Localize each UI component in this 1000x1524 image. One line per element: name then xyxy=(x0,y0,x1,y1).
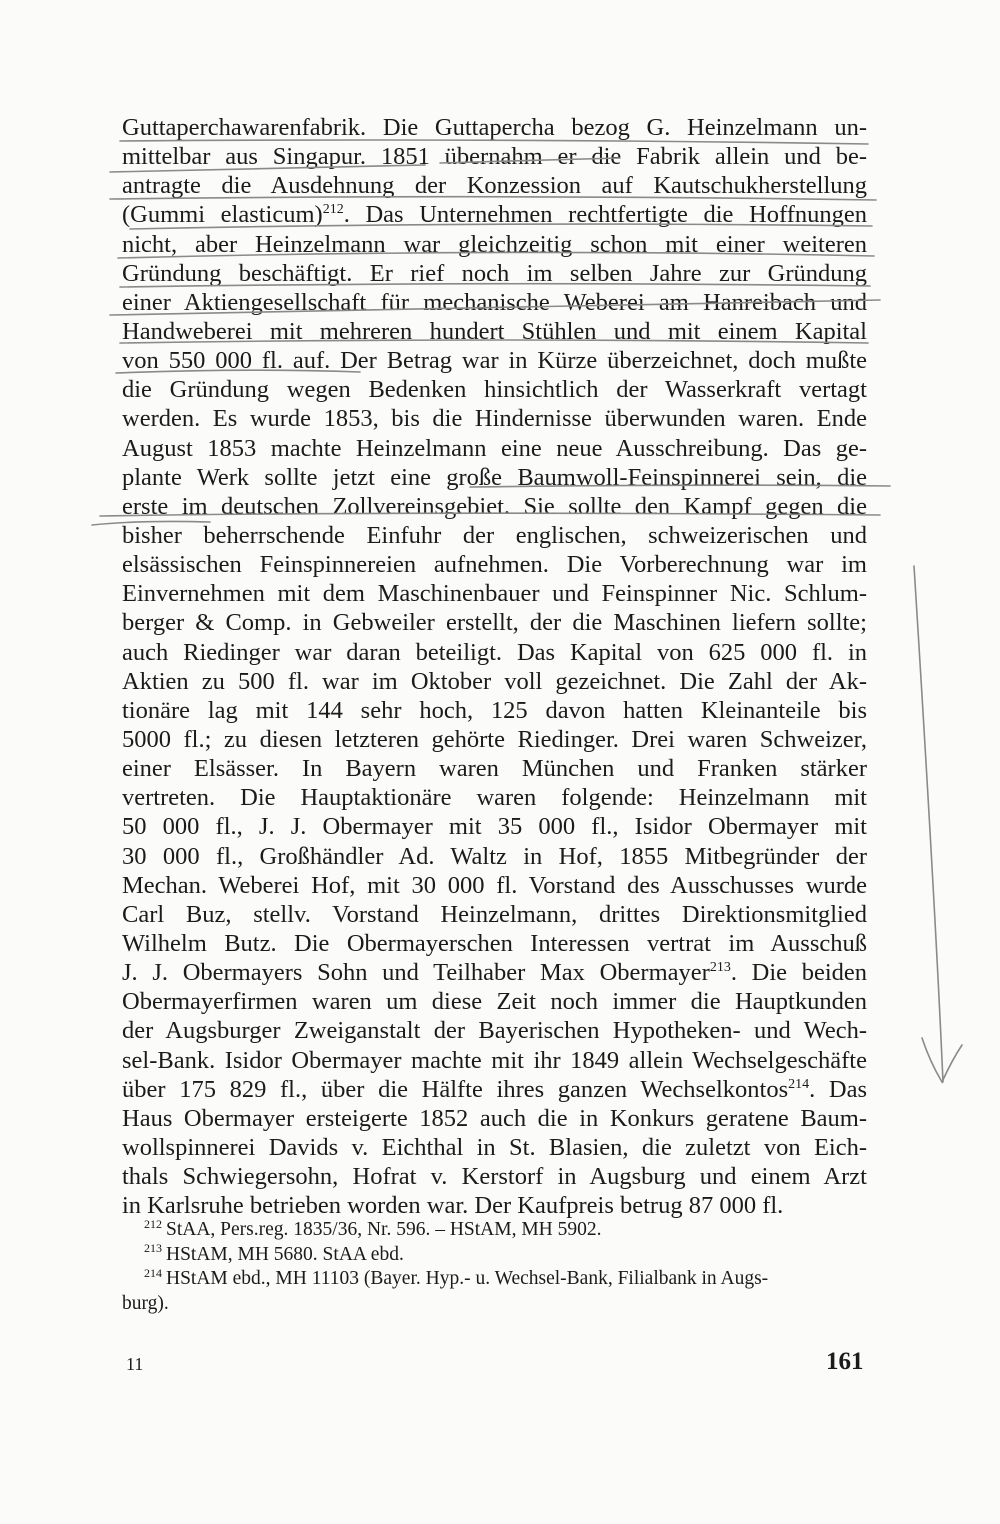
text-line-7: einer Aktiengesellschaft für mechanische Weberei am Hanreibach und xyxy=(122,288,867,316)
text-line-32: der Augsburger Zweiganstalt der Bayerischen Hypotheken- und Wech- xyxy=(122,1017,867,1045)
text-line-28: Carl Buz, stellv. Vorstand Heinzelmann, drittes Direktionsmitglied xyxy=(122,900,867,928)
footnote-text: HStAM ebd., MH 11103 (Bayer. Hyp.- u. Wechsel-Bank, Filialbank in Augs- xyxy=(166,1268,769,1289)
text-line-11: werden. Es wurde 1853, bis die Hindernisse überwunden waren. Ende xyxy=(122,405,867,433)
text-line-3: antragte die Ausdehnung der Konzession auf Kautschukherstellung xyxy=(122,172,867,200)
text-line-29: Wilhelm Butz. Die Obermayerschen Interessen vertrat im Ausschuß xyxy=(122,929,867,957)
text-line-4-end: . Das Unternehmen rechtfertigte die Hoffnungen xyxy=(343,201,867,229)
text-line-17: Einvernehmen mit dem Maschinenbauer und Feinspinner Nic. Schlum- xyxy=(122,580,867,608)
text-line-21: tionäre lag mit 144 sehr hoch, 125 davon hatten Kleinanteile bis xyxy=(122,696,867,724)
text-line-10: die Gründung wegen Bedenken hinsichtlich der Wasserkraft vertagt xyxy=(122,376,867,404)
text-line-22: 5000 fl.; zu diesen letzteren gehörte Riedinger. Drei waren Schweizer, xyxy=(122,725,867,753)
text-line-36: wollspinnerei Davids v. Eichthal in St. Blasien, die zuletzt von Eich- xyxy=(122,1133,867,1161)
text-line-20: Aktien zu 500 fl. war im Oktober voll gezeichnet. Die Zahl der Ak- xyxy=(122,667,867,695)
text-line-30-start: J. J. Obermayers Sohn und Teilhaber Max Obermayer xyxy=(122,959,710,987)
footnote-212 xyxy=(122,1218,867,1243)
footnote-number: 212 xyxy=(144,1216,162,1231)
margin-arrow-shaft xyxy=(914,566,943,1082)
text-line-26: 30 000 fl., Großhändler Ad. Waltz in Hof, 1855 Mitbegründer der xyxy=(122,842,867,870)
footnote-ref-212: 212 xyxy=(322,202,344,218)
text-line-19: auch Riedinger war daran beteiligt. Das Kapital von 625 000 fl. in xyxy=(122,638,867,666)
footnote-number: 214 xyxy=(144,1265,162,1280)
footnote-213 xyxy=(122,1243,867,1268)
text-line-23: einer Elsässer. In Bayern waren München und Franken stärker xyxy=(122,755,867,783)
text-line-2: mittelbar aus Singapur. 1851 übernahm er die Fabrik allein und be- xyxy=(122,143,867,171)
margin-arrow-head xyxy=(922,1038,962,1082)
text-line-15: bisher beherrschende Einfuhr der englischen, schweizerischen und xyxy=(122,521,867,549)
text-line-35: Haus Obermayer ersteigerte 1852 auch die in Konkurs geratene Baum- xyxy=(122,1104,867,1132)
footnote-number: 213 xyxy=(144,1241,162,1255)
footnote-ref-213: 213 xyxy=(709,959,731,975)
footnote-text: StAA, Pers.reg. 1835/36, Nr. 596. – HStAM, MH 5902. xyxy=(166,1219,602,1240)
footnote-text: HStAM, MH 5680. StAA ebd. xyxy=(166,1243,404,1265)
footnote-continuation: burg). xyxy=(122,1292,169,1314)
footnote-214 xyxy=(122,1267,867,1316)
text-line-38: in Karlsruhe betrieben worden war. Der Kaufpreis betrug 87 000 fl. xyxy=(122,1192,784,1220)
text-line-8: Handweberei mit mehreren hundert Stühlen und mit einem Kapital xyxy=(122,317,867,345)
page-number: 161 xyxy=(826,1348,864,1375)
text-line-37: thals Schwiegersohn, Hofrat v. Kerstorf in Augsburg und einem Arzt xyxy=(122,1163,867,1191)
text-line-4-start: (Gummi elasticum) xyxy=(122,201,323,229)
text-line-34-start: über 175 829 fl., über die Hälfte ihres ganzen Wechselkontos xyxy=(122,1075,789,1103)
text-line-30 xyxy=(122,958,867,987)
text-line-5: nicht, aber Heinzelmann war gleichzeitig schon mit einer weiteren xyxy=(122,230,867,258)
text-line-13: plante Werk sollte jetzt eine große Baumwoll-Feinspinnerei sein, die xyxy=(122,463,867,491)
footnotes xyxy=(122,1218,867,1316)
text-line-12: August 1853 machte Heinzelmann eine neue Ausschreibung. Das ge- xyxy=(122,434,867,462)
body-text xyxy=(122,113,867,1220)
text-line-1: Guttaperchawarenfabrik. Die Guttapercha bezog G. Heinzelmann un- xyxy=(122,114,867,141)
text-line-34 xyxy=(122,1075,867,1104)
text-line-16: elsässischen Feinspinnereien aufnehmen. Die Vorberechnung war im xyxy=(122,551,867,579)
text-line-33: sel-Bank. Isidor Obermayer machte mit ihr 1849 allein Wechselgeschäfte xyxy=(122,1046,867,1074)
text-line-27: Mechan. Weberei Hof, mit 30 000 fl. Vorstand des Ausschusses wurde xyxy=(122,871,867,899)
text-line-6: Gründung beschäftigt. Er rief noch im selben Jahre zur Gründung xyxy=(122,259,867,287)
footnote-ref-214: 214 xyxy=(788,1076,810,1092)
text-line-4 xyxy=(122,200,867,229)
text-line-25: 50 000 fl., J. J. Obermayer mit 35 000 fl., Isidor Obermayer mit xyxy=(122,813,867,841)
text-line-9: von 550 000 fl. auf. Der Betrag war in Kürze überzeichnet, doch mußte xyxy=(122,347,867,375)
text-line-18: berger & Comp. in Gebweiler erstellt, der die Maschinen liefern sollte; xyxy=(122,609,867,637)
text-line-31: Obermayerfirmen waren um diese Zeit noch immer die Hauptkunden xyxy=(122,988,867,1016)
text-line-24: vertreten. Die Hauptaktionäre waren folgende: Heinzelmann mit xyxy=(122,784,867,812)
text-line-30-end: . Die beiden xyxy=(730,959,867,987)
text-line-14: erste im deutschen Zollvereinsgebiet. Sie sollte den Kampf gegen die xyxy=(122,492,867,520)
printer-signature: 11 xyxy=(126,1354,144,1374)
text-line-34-end: . Das xyxy=(809,1075,867,1103)
